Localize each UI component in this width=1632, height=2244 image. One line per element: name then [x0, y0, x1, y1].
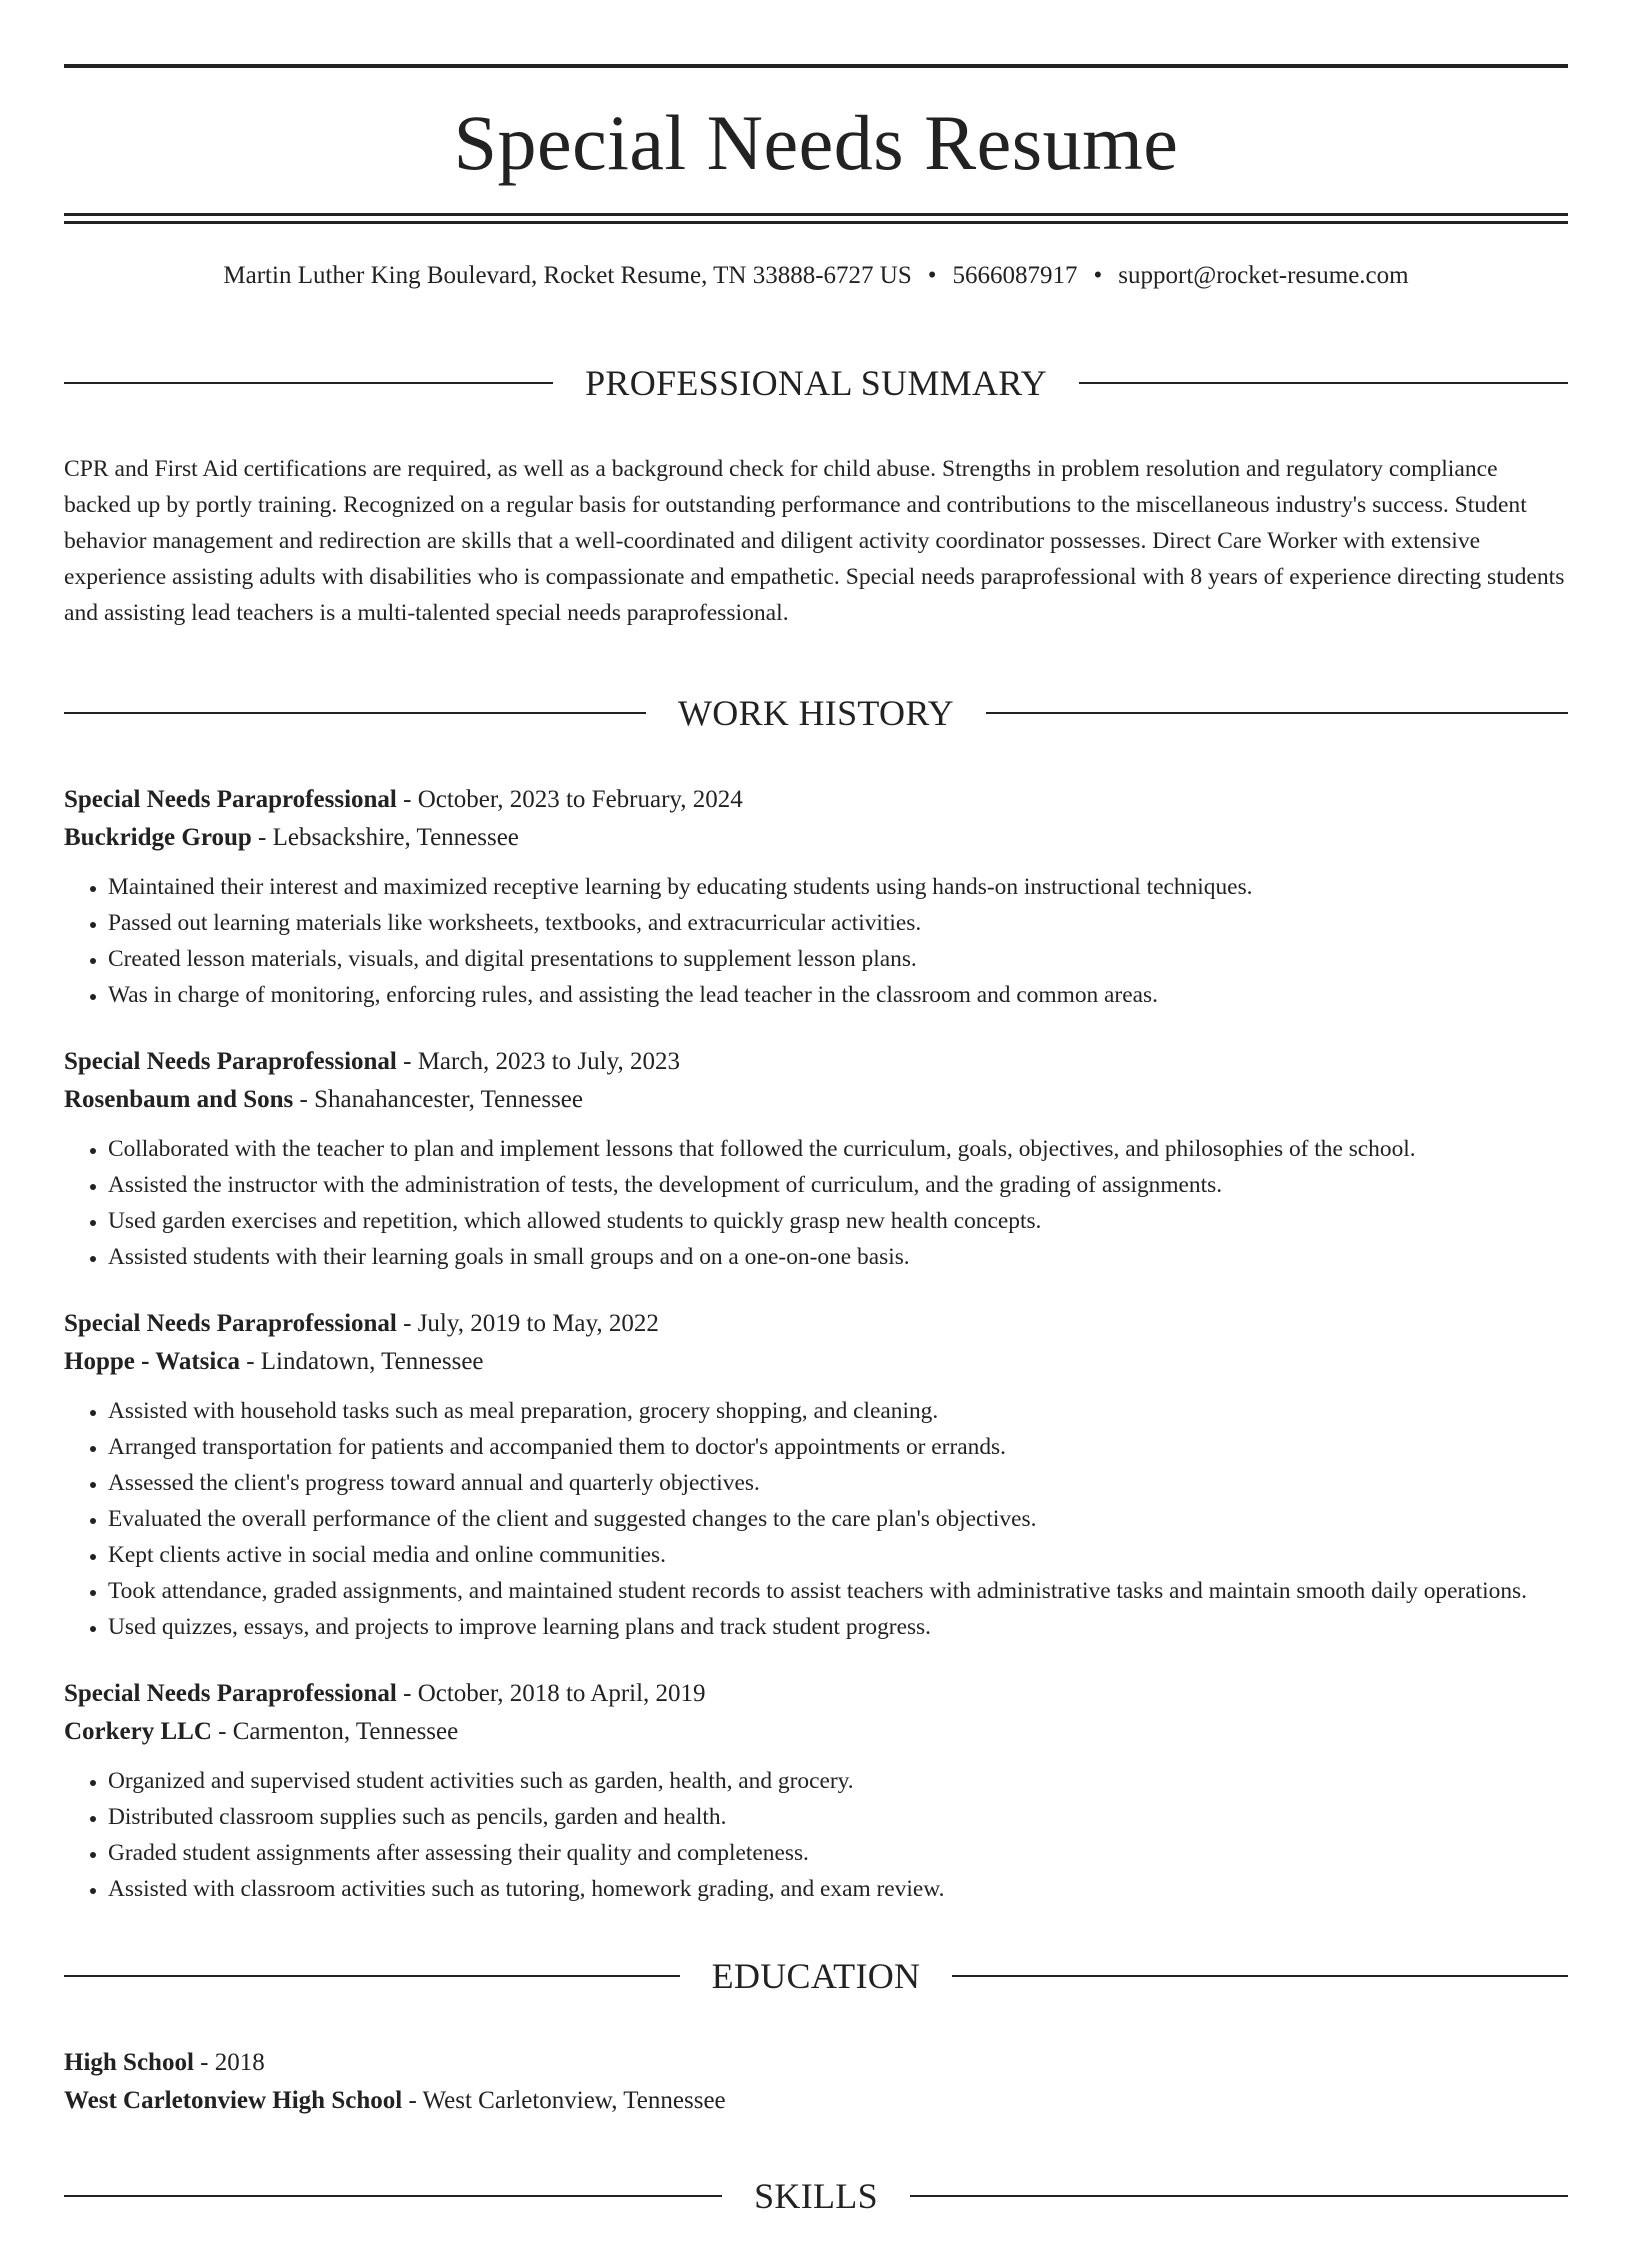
section-rule-right: [910, 2195, 1568, 2197]
job-role: Special Needs Paraprofessional: [64, 1679, 397, 1707]
job-company-line: [64, 1081, 1568, 1119]
contact-separator: •: [1093, 262, 1103, 289]
job-dates: - October, 2023 to February, 2024: [396, 785, 743, 813]
job-role: Special Needs Paraprofessional: [64, 1309, 397, 1337]
resume-title: Special Needs Resume: [453, 99, 1179, 186]
job-company-line: [64, 1343, 1568, 1381]
job-bullets: [64, 1393, 1568, 1645]
section-rule-left: [64, 2195, 722, 2197]
job-entry: [64, 1675, 1568, 1907]
contact-phone: 5666087917: [952, 262, 1078, 289]
job-bullet: • Passed out learning materials like worksheets, textbooks, and extracurricular activities.: [108, 905, 1568, 941]
job-bullet: • Collaborated with the teacher to plan and implement lessons that followed the curriculum, goals, objectives, and philosophies of the school.: [108, 1131, 1568, 1167]
contact-email: support@rocket-resume.com: [1118, 262, 1409, 289]
job-entry: [64, 781, 1568, 1013]
job-bullet: • Assessed the client's progress toward annual and quarterly objectives.: [108, 1465, 1568, 1501]
job-company-line: [64, 819, 1568, 857]
section-title-summary: PROFESSIONAL SUMMARY: [585, 362, 1047, 403]
contact-line: [64, 261, 1568, 291]
job-bullet: • Assisted with household tasks such as meal preparation, grocery shopping, and cleaning.: [108, 1393, 1568, 1429]
job-role: Special Needs Paraprofessional: [64, 1047, 397, 1075]
title-double-rule: [64, 213, 1568, 224]
job-bullet: • Created lesson materials, visuals, and digital presentations to supplement lesson plans.: [108, 941, 1568, 977]
top-rule: [64, 64, 1568, 68]
job-bullets: [64, 1763, 1568, 1907]
education-school: West Carletonview High School: [64, 2087, 403, 2115]
job-bullet: • Kept clients active in social media and online communities.: [108, 1537, 1568, 1573]
job-company: Corkery LLC: [64, 1717, 212, 1745]
job-dates: - October, 2018 to April, 2019: [396, 1679, 706, 1707]
section-title-education: EDUCATION: [711, 1956, 921, 1997]
section-rule-right: [952, 1975, 1568, 1977]
job-bullet: • Used quizzes, essays, and projects to improve learning plans and track student progress.: [108, 1609, 1568, 1645]
job-bullets: [64, 1131, 1568, 1275]
summary-text: CPR and First Aid certifications are required, as well as a background check for child abuse. Strengths in problem resolution and regulatory compliance backed up by portly training. Recognized on a regular basis for outstanding performance and contributions to the miscellaneous industry's success. Student behavior management and redirection are skills that a well-coordinated and diligent activity coordinator possesses. Direct Care Worker with extensive experience assisting adults with disabilities who is compassionate and empathetic. Special needs paraprofessional with 8 years of experience directing students and assisting lead teachers is a multi-talented special needs paraprofessional.: [64, 455, 1565, 626]
job-bullet: • Evaluated the overall performance of the client and suggested changes to the care plan's objectives.: [108, 1501, 1568, 1537]
job-dates: - March, 2023 to July, 2023: [396, 1047, 680, 1075]
job-location: - Lebsackshire, Tennessee: [251, 823, 519, 851]
job-bullet: • Used garden exercises and repetition, which allowed students to quickly grasp new health concepts.: [108, 1203, 1568, 1239]
education-school-line: [64, 2082, 1568, 2120]
work-history-list: [64, 781, 1568, 1907]
contact-separator: •: [927, 262, 937, 289]
section-header-education: [64, 1929, 1568, 2025]
job-company: Hoppe - Watsica: [64, 1347, 240, 1375]
section-rule-left: [64, 382, 553, 384]
job-title-line: [64, 1043, 1568, 1081]
job-bullet: • Assisted with classroom activities such as tutoring, homework grading, and exam review.: [108, 1871, 1568, 1907]
job-dates: - July, 2019 to May, 2022: [396, 1309, 659, 1337]
job-location: - Shanahancester, Tennessee: [293, 1085, 583, 1113]
education-location: - West Carletonview, Tennessee: [402, 2087, 726, 2115]
job-role: Special Needs Paraprofessional: [64, 785, 397, 813]
education-entry: [64, 2044, 1568, 2120]
resume-page: [0, 64, 1632, 2217]
job-bullet: • Arranged transportation for patients and accompanied them to doctor's appointments or errands.: [108, 1429, 1568, 1465]
section-header-skills: [64, 2148, 1568, 2244]
job-bullet: • Graded student assignments after assessing their quality and completeness.: [108, 1835, 1568, 1871]
job-title-line: [64, 781, 1568, 819]
education-year: - 2018: [193, 2049, 265, 2077]
job-bullet: • Was in charge of monitoring, enforcing rules, and assisting the lead teacher in the classroom and common areas.: [108, 977, 1568, 1013]
job-bullet: • Assisted the instructor with the administration of tests, the development of curriculum, and the grading of assignments.: [108, 1167, 1568, 1203]
job-company: Buckridge Group: [64, 823, 252, 851]
job-location: - Lindatown, Tennessee: [239, 1347, 484, 1375]
education-degree-line: [64, 2044, 1568, 2082]
job-location: - Carmenton, Tennessee: [211, 1717, 459, 1745]
section-rule-left: [64, 1975, 680, 1977]
job-bullet: • Organized and supervised student activities such as garden, health, and grocery.: [108, 1763, 1568, 1799]
education-degree: High School: [64, 2049, 194, 2077]
section-header-summary: [64, 335, 1568, 431]
job-bullet: • Distributed classroom supplies such as pencils, garden and health.: [108, 1799, 1568, 1835]
job-company: Rosenbaum and Sons: [64, 1085, 294, 1113]
job-bullet: • Assisted students with their learning goals in small groups and on a one-on-one basis.: [108, 1239, 1568, 1275]
job-title-line: [64, 1675, 1568, 1713]
job-entry: [64, 1043, 1568, 1275]
job-bullet: • Maintained their interest and maximized receptive learning by educating students using hands-on instructional techniques.: [108, 869, 1568, 905]
contact-address: Martin Luther King Boulevard, Rocket Resume, TN 33888-6727 US: [223, 262, 912, 289]
section-rule-right: [986, 712, 1568, 714]
job-company-line: [64, 1713, 1568, 1751]
section-rule-right: [1079, 382, 1568, 384]
section-header-work: [64, 665, 1568, 761]
section-rule-left: [64, 712, 646, 714]
section-title-work: WORK HISTORY: [678, 692, 954, 733]
section-title-skills: SKILLS: [754, 2176, 878, 2217]
job-bullets: [64, 869, 1568, 1013]
job-entry: [64, 1305, 1568, 1645]
job-bullet: • Took attendance, graded assignments, and maintained student records to assist teachers with administrative tasks and maintain smooth daily operations.: [108, 1573, 1568, 1609]
job-title-line: [64, 1305, 1568, 1343]
